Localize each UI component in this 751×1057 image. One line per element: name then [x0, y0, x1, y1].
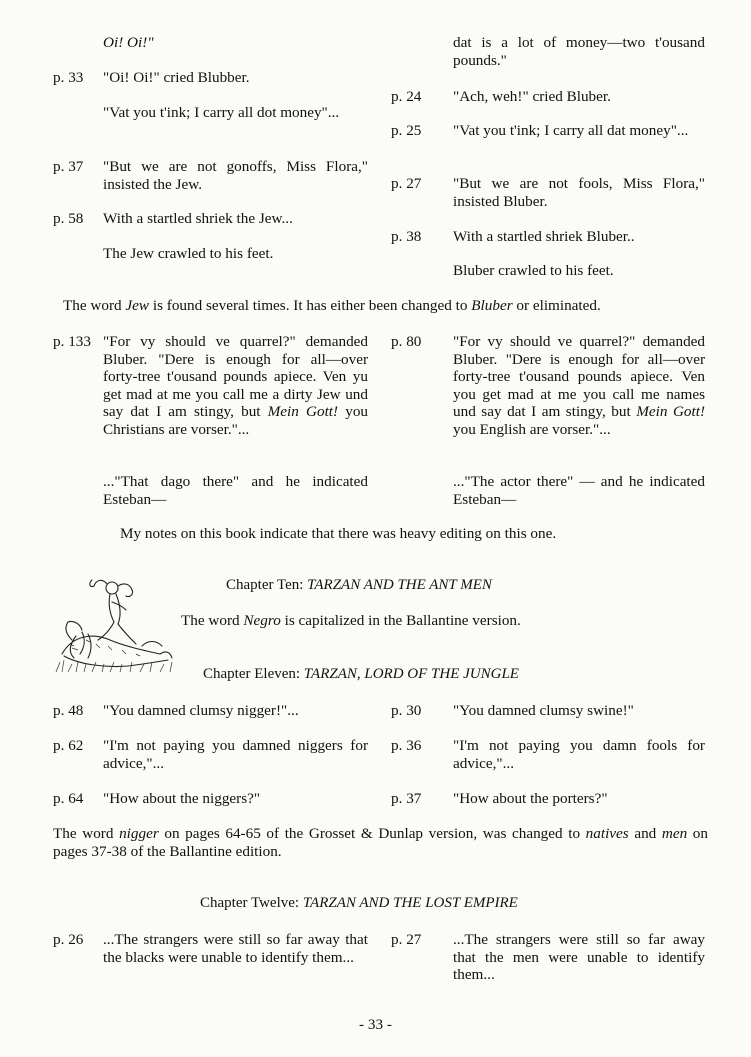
quote-text: "Oi! Oi!" cried Blubber. [103, 69, 250, 86]
page-ref: p. 80 [391, 333, 422, 350]
page-ref: p. 26 [53, 931, 84, 948]
quote-text: ...The strangers were still so far away that the blacks were unable to identify them... [103, 931, 368, 966]
page-ref: p. 30 [391, 702, 422, 719]
page-ref: p. 58 [53, 210, 84, 227]
chapter-ten-note: The word Negro is capitalized in the Ballantine version. [181, 612, 521, 629]
chapter-twelve-heading: Chapter Twelve: TARZAN AND THE LOST EMPIRE [200, 895, 518, 911]
note-jew: The word Jew is found several times. It has either been changed to Bluber or eliminated. [63, 297, 601, 314]
quote-text: ...The strangers were still so far away that the men were unable to identify them... [453, 931, 705, 983]
quote-text: "For vy should ve quarrel?" demanded Bluber. "Dere is enough for all—over forty-tree t'ousand pounds apiece. Ven you get mad at me you call me names und say dat I am stingy, but Mein Gott! you English are vorser."... [453, 333, 706, 438]
page-ref: p. 25 [391, 122, 422, 139]
quote-text: "But we are not gonoffs, Miss Flora," insisted the Jew. [103, 158, 368, 193]
page-ref: p. 64 [53, 790, 84, 807]
quote-text: "How about the niggers?" [103, 790, 261, 807]
page-ref: p. 36 [391, 737, 422, 754]
page-ref: p. 24 [391, 88, 422, 105]
quote-text: With a startled shriek the Jew... [103, 210, 293, 227]
page-ref: p. 37 [391, 790, 422, 807]
quote-text: "For vy should ve quarrel?" demanded Bluber. "Dere is enough for all—over forty-tree t'ousand pounds apiece. Ven yu get mad at me you call me a dirty Jew und say dat I am stingy, but Mein Gott! you Christians are vorser."... [103, 333, 369, 438]
page-ref: p. 33 [53, 69, 84, 86]
quote-text: "You damned clumsy nigger!"... [103, 702, 299, 719]
note-editing: My notes on this book indicate that there was heavy editing on this one. [120, 525, 557, 542]
quote-text: "I'm not paying you damned niggers for advice,"... [103, 737, 368, 772]
quote-text: The Jew crawled to his feet. [103, 245, 274, 262]
quote-text: With a startled shriek Bluber.. [453, 228, 635, 245]
quote-text: ..."That dago there" and he indicated Esteban— [103, 473, 368, 508]
quote-text: "I'm not paying you damn fools for advice,"... [453, 737, 705, 772]
quote-text: ..."The actor there" — and he indicated Esteban— [453, 473, 705, 508]
page-ref: p. 27 [391, 931, 422, 948]
quote-text: "You damned clumsy swine!" [453, 702, 634, 719]
quote-text: "Ach, weh!" cried Bluber. [453, 88, 611, 105]
page-ref: p. 62 [53, 737, 84, 754]
quote-text: dat is a lot of money—two t'ousand pounds." [453, 34, 705, 69]
quote-text: "But we are not fools, Miss Flora," insisted Bluber. [453, 175, 705, 210]
quote-text: "Vat you t'ink; I carry all dat money"... [453, 122, 689, 139]
page-ref: p. 133 [53, 333, 91, 350]
page-ref: p. 27 [391, 175, 422, 192]
page-ref: p. 37 [53, 158, 84, 175]
chapter-ten-heading: Chapter Ten: TARZAN AND THE ANT MEN [226, 577, 492, 593]
quote-text: "Vat you t'ink; I carry all dot money"... [103, 104, 340, 121]
page-ref: p. 38 [391, 228, 422, 245]
tarzan-fighting-lion-illustration [52, 574, 177, 676]
chapter-eleven-note: The word nigger on pages 64-65 of the Grosset & Dunlap version, was changed to natives and men on pages 37-38 of the Ballantine edition. [53, 825, 708, 860]
page-ref: p. 48 [53, 702, 84, 719]
quote-text: Bluber crawled to his feet. [453, 262, 614, 279]
quote-text: Oi! Oi!" [103, 34, 154, 51]
page-number: - 33 - [359, 1016, 392, 1033]
chapter-eleven-heading: Chapter Eleven: TARZAN, LORD OF THE JUNGLE [203, 666, 519, 682]
quote-text: "How about the porters?" [453, 790, 608, 807]
